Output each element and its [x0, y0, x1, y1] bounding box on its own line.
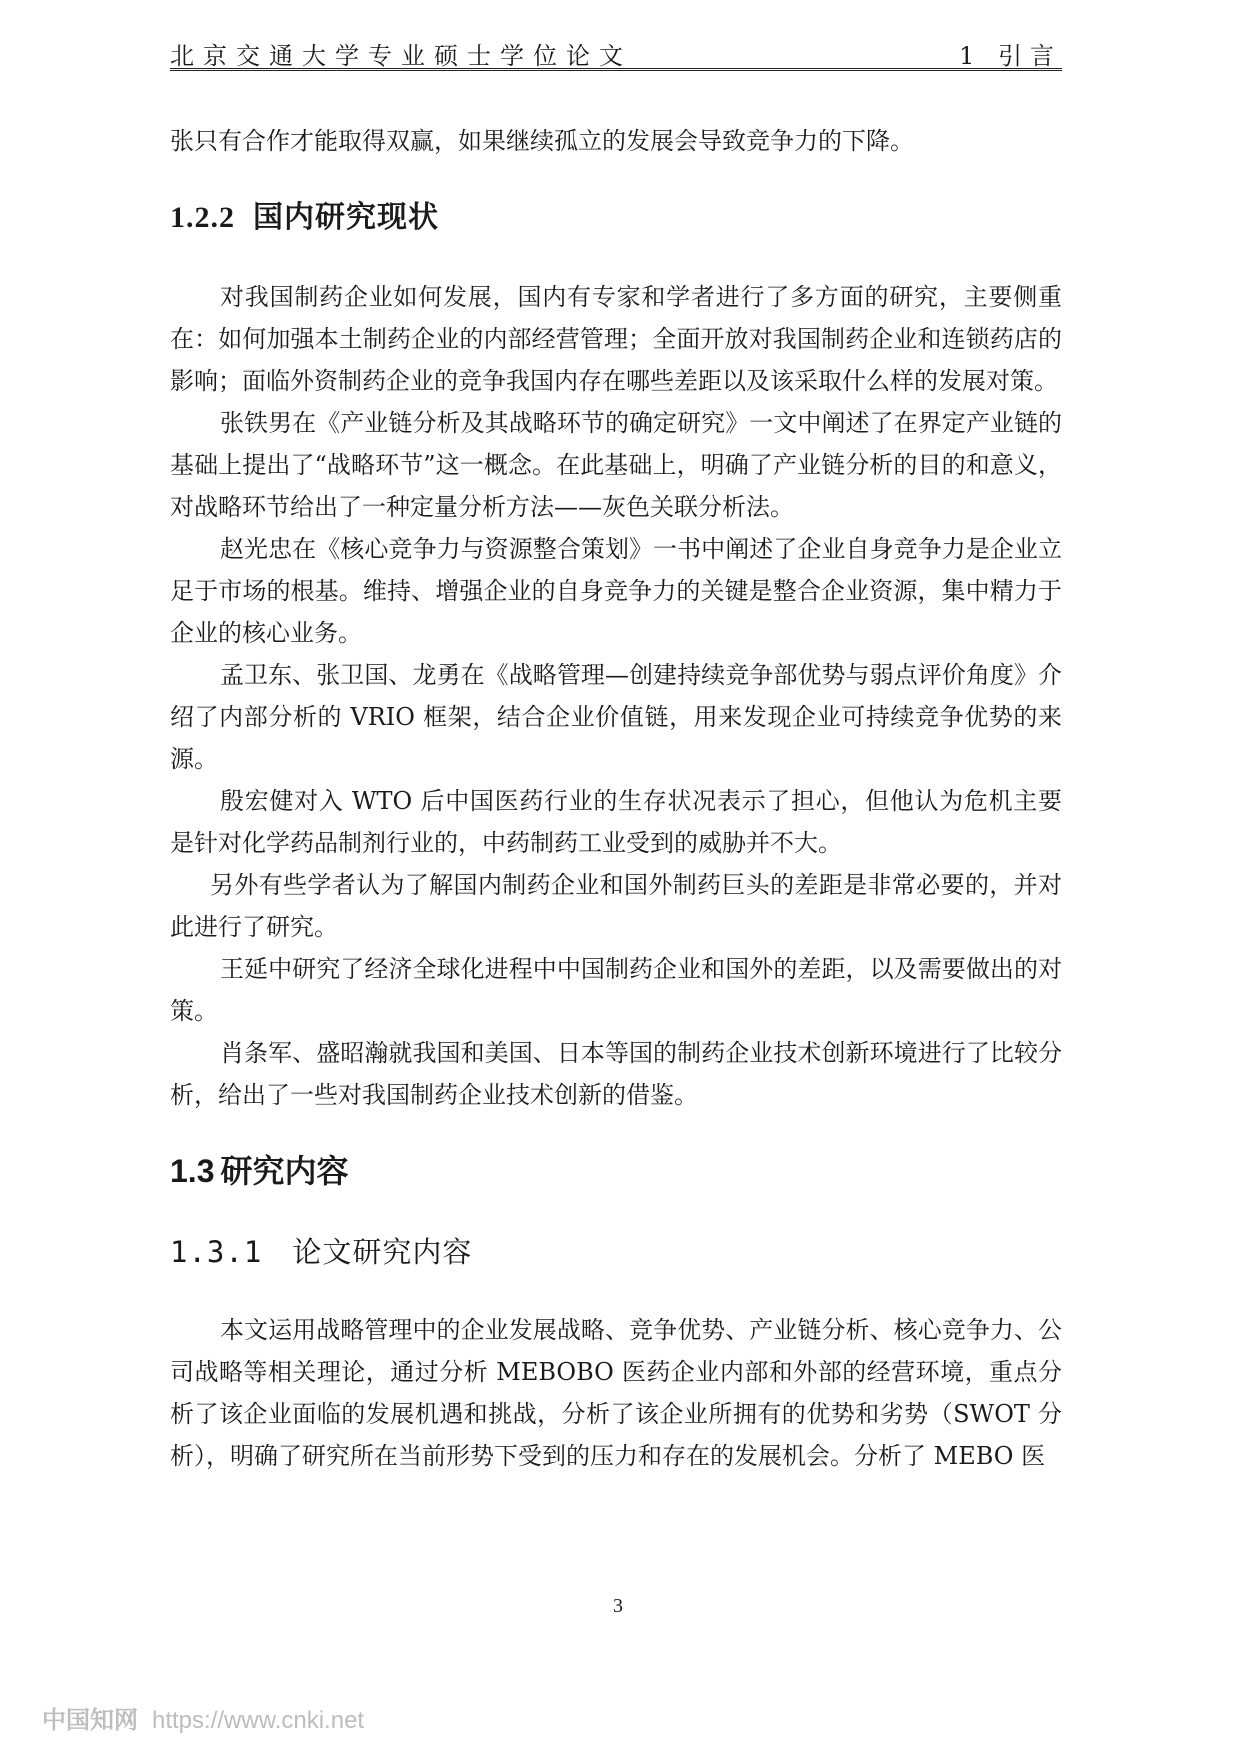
- cnki-watermark: [42, 1700, 364, 1735]
- paragraph: 赵光忠在《核心竞争力与资源整合策划》一书中阐述了企业自身竞争力是企业立足于市场的根基。维持、增强企业的自身竞争力的关键是整合企业资源，集中精力于企业的核心业务。: [170, 535, 1062, 647]
- header-chapter: 1 引言: [959, 42, 1062, 70]
- paragraph: 另外有些学者认为了解国内制药企业和国外制药巨头的差距是非常必要的，并对此进行了研究。: [170, 871, 1062, 941]
- heading-title: 研究内容: [220, 1153, 349, 1189]
- heading-1-2-2: [170, 192, 1062, 236]
- paragraph: 本文运用战略管理中的企业发展战略、竞争优势、产业链分析、核心竞争力、公司战略等相关理论，通过分析 MEBOBO 医药企业内部和外部的经营环境，重点分析了该企业面临的发展机遇和挑战，分析了该企业所拥有的优势和劣势（SWOT 分析），明确了研究所在当前形势下受到的压力和存在的发展机会。分析了 MEBO 医: [170, 1316, 1062, 1470]
- page-number: 3: [613, 1595, 623, 1617]
- cnki-url: https://www.cnki.net: [152, 1707, 365, 1734]
- paragraph: 肖条军、盛昭瀚就我国和美国、日本等国的制药企业技术创新环境进行了比较分析，给出了一些对我国制药企业技术创新的借鉴。: [170, 1039, 1062, 1109]
- cnki-logo: 中国知网: [42, 1706, 138, 1734]
- paragraph: 孟卫东、张卫国、龙勇在《战略管理—创建持续竞争部优势与弱点评价角度》介绍了内部分析的 VRIO 框架，结合企业价值链，用来发现企业可持续竞争优势的来源。: [170, 661, 1062, 773]
- paragraph-continued: 张只有合作才能取得双赢，如果继续孤立的发展会导致竞争力的下降。: [170, 127, 914, 155]
- paragraph: 对我国制药企业如何发展，国内有专家和学者进行了多方面的研究，主要侧重在：如何加强本土制药企业的内部经营管理；全面开放对我国制药企业和连锁药店的影响；面临外资制药企业的竞争我国内存在哪些差距以及该采取什么样的发展对策。: [170, 283, 1062, 395]
- paragraph: 王延中研究了经济全球化进程中中国制药企业和国外的差距，以及需要做出的对策。: [170, 955, 1062, 1025]
- heading-1-3: [170, 1146, 1062, 1192]
- heading-title: 论文研究内容: [292, 1235, 473, 1269]
- paragraph: 殷宏健对入 WTO 后中国医药行业的生存状况表示了担心，但他认为危机主要是针对化学药品制剂行业的，中药制药工业受到的威胁并不大。: [170, 787, 1062, 857]
- header-thesis-title: 北京交通大学专业硕士学位论文: [170, 42, 632, 70]
- body-content: [170, 120, 1062, 1477]
- running-header: [170, 32, 1062, 71]
- heading-number: 1.3: [170, 1153, 215, 1189]
- heading-number: 1.3.1: [170, 1235, 263, 1269]
- heading-title: 国内研究现状: [253, 200, 439, 235]
- paragraph: 张铁男在《产业链分析及其战略环节的确定研究》一文中阐述了在界定产业链的基础上提出了“战略环节”这一概念。在此基础上，明确了产业链分析的目的和意义，对战略环节给出了一种定量分析方法——灰色关联分析法。: [170, 409, 1062, 521]
- heading-number: 1.2.2: [170, 201, 235, 234]
- heading-1-3-1: [170, 1230, 1062, 1271]
